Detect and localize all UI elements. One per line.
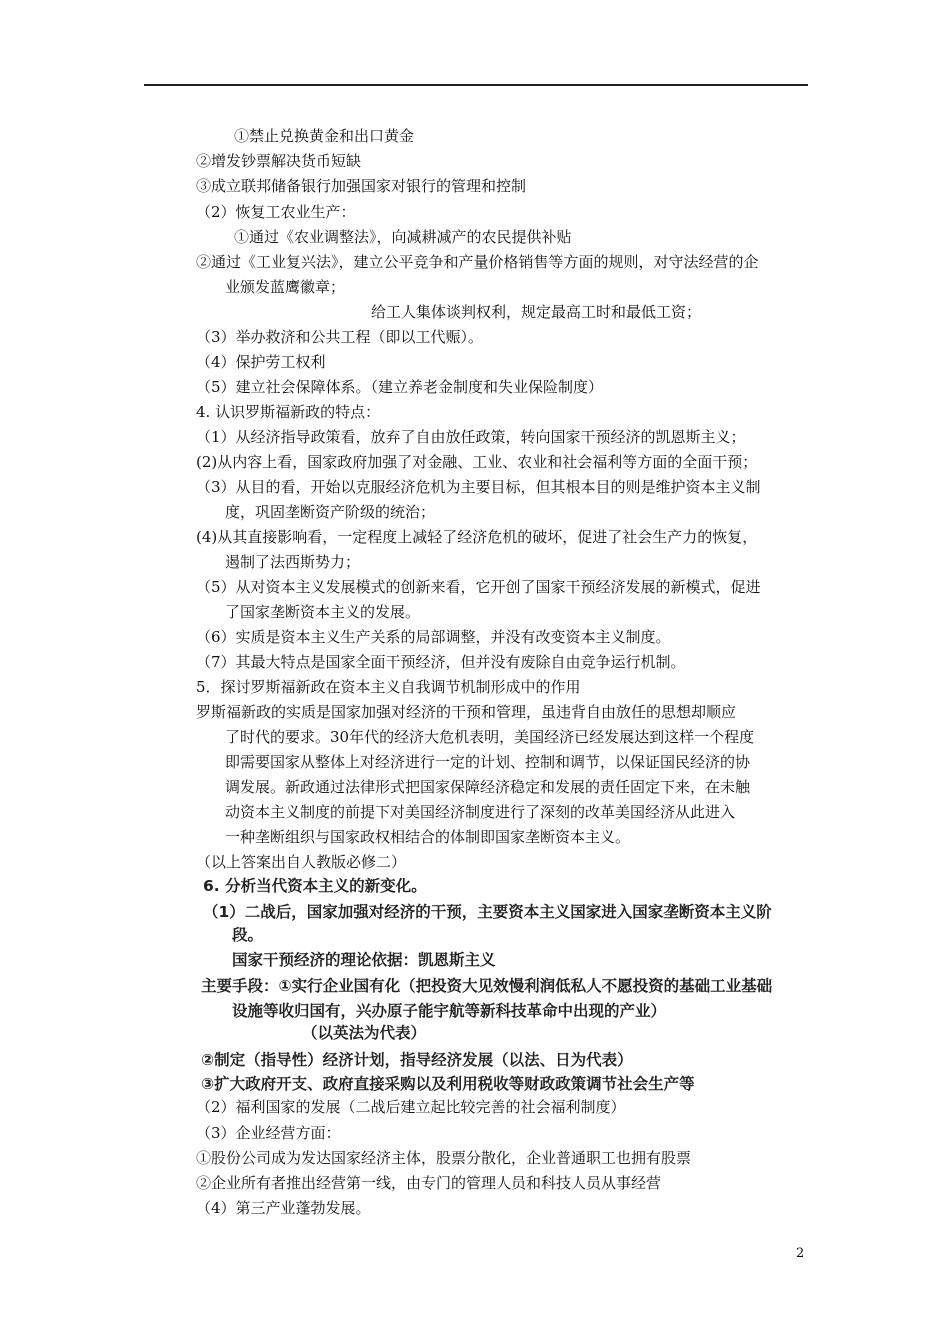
- text-line: （7）其最大特点是国家全面干预经济，但并没有废除自由竞争运行机制。: [196, 653, 686, 671]
- text-line: ③成立联邦储备银行加强国家对银行的管理和控制: [196, 177, 527, 195]
- text-line: （2）福利国家的发展（二战后建立起比较完善的社会福利制度）: [196, 1098, 626, 1116]
- text-line: （3）从目的看，开始以克服经济危机为主要目标，但其根本目的则是维护资本主义制: [196, 478, 761, 496]
- text-line: （6）实质是资本主义生产关系的局部调整，并没有改变资本主义制度。: [196, 628, 671, 646]
- text-line: 调发展。新政通过法律形式把国家保障经济稳定和发展的责任固定下来，在未触: [225, 778, 751, 796]
- text-line: 遏制了法西斯势力；: [225, 553, 361, 571]
- text-line: （以上答案出自人教版必修二）: [196, 853, 407, 871]
- text-line: (2)从内容上看，国家政府加强了对金融、工业、农业和社会福利等方面的全面干预；: [196, 453, 758, 471]
- text-line: 段。: [232, 926, 264, 944]
- text-line: 一种垄断组织与国家政权相结合的体制即国家垄断资本主义。: [225, 828, 631, 846]
- text-line: 业颁发蓝鹰徽章；: [225, 278, 346, 296]
- text-line: 了时代的要求。30年代的经济大危机表明，美国经济已经发展达到这样一个程度: [225, 728, 755, 746]
- text-line: （3）企业经营方面：: [196, 1124, 341, 1142]
- text-line: 度，巩固垄断资产阶级的统治；: [225, 503, 436, 521]
- text-line: （4）第三产业蓬勃发展。: [196, 1199, 371, 1217]
- page-number: 2: [796, 1246, 805, 1261]
- text-line: （以英法为代表）: [302, 1024, 427, 1042]
- text-line: ②增发钞票解决货币短缺: [196, 152, 362, 170]
- text-line: 5．探讨罗斯福新政在资本主义自我调节机制形成中的作用: [196, 678, 581, 696]
- text-line: 国家干预经济的理论依据：凯恩斯主义: [232, 951, 496, 969]
- text-line: ②通过《工业复兴法》，建立公平竞争和产量价格销售等方面的规则，对守法经营的企: [196, 253, 759, 271]
- header-rule: [144, 84, 808, 86]
- text-line: ①禁止兑换黄金和出口黄金: [234, 127, 415, 145]
- section-heading: 6. 分析当代资本主义的新变化。: [203, 877, 427, 895]
- text-line: 设施等收归国有，兴办原子能宇航等新科技革命中出现的产业）: [232, 1002, 667, 1020]
- text-line: （1）二战后，国家加强对经济的干预，主要资本主义国家进入国家垄断资本主义阶: [203, 903, 772, 921]
- text-line: 即需要国家从整体上对经济进行一定的计划、控制和调节，以保证国民经济的协: [225, 753, 751, 771]
- text-line: 动资本主义制度的前提下对美国经济制度进行了深刻的改革美国经济从此进入: [225, 803, 736, 821]
- text-line: ①股份公司成为发达国家经济主体，股票分散化，企业普通职工也拥有股票: [196, 1149, 692, 1167]
- text-line: （5）建立社会保障体系。（建立养老金制度和失业保险制度）: [196, 378, 604, 396]
- text-line: （4）保护劳工权利: [196, 353, 326, 371]
- text-line: ②制定（指导性）经济计划，指导经济发展（以法、日为代表）: [201, 1051, 633, 1069]
- text-line: 给工人集体谈判权利，规定最高工时和最低工资；: [371, 303, 702, 321]
- text-line: ①通过《农业调整法》，向减耕减产的农民提供补贴: [234, 228, 572, 246]
- text-line: 4. 认识罗斯福新政的特点：: [196, 403, 381, 421]
- text-line: 了国家垄断资本主义的发展。: [225, 603, 421, 621]
- text-line: 主要手段：①实行企业国有化（把投资大见效慢利润低私人不愿投资的基础工业基础: [201, 977, 773, 995]
- text-line: (4)从其直接影响看，一定程度上减轻了经济危机的破坏，促进了社会生产力的恢复，: [196, 528, 758, 546]
- text-line: （3）举办救济和公共工程（即以工代赈）。: [196, 328, 484, 346]
- text-line: ③扩大政府开支、政府直接采购以及利用税收等财政政策调节社会生产等: [201, 1075, 695, 1093]
- text-line: ②企业所有者推出经营第一线，由专门的管理人员和科技人员从事经营: [196, 1174, 662, 1192]
- text-line: 罗斯福新政的实质是国家加强对经济的干预和管理，虽违背自由放任的思想却顺应: [196, 703, 737, 721]
- text-line: （2）恢复工农业生产：: [196, 203, 356, 221]
- text-line: （1）从经济指导政策看，放弃了自由放任政策，转向国家干预经济的凯恩斯主义；: [196, 428, 746, 446]
- text-line: （5）从对资本主义发展模式的创新来看，它开创了国家干预经济发展的新模式，促进: [196, 578, 761, 596]
